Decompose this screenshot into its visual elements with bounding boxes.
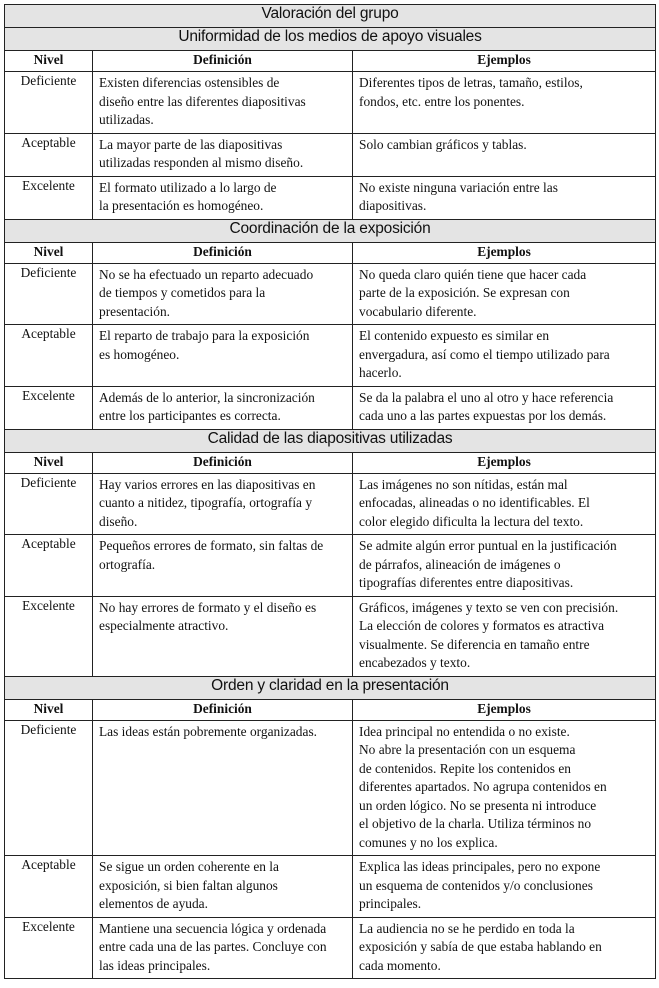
table-row (5, 856, 656, 918)
examples-cell: La audiencia no se he perdido en toda la exposición y sabía de que estaba hablando en cada momento. (353, 917, 656, 979)
definition-cell: La mayor parte de las diapositivas utilizadas responden al mismo diseño. (93, 133, 353, 176)
level-cell: Aceptable (5, 856, 93, 918)
examples-cell: Gráficos, imágenes y texto se ven con precisión. La elección de colores y formatos es atractiva visualmente. Se diferencia en tamaño entre encabezados y texto. (353, 596, 656, 676)
section-title-row (5, 219, 656, 242)
table-row (5, 535, 656, 597)
definition-cell: Se sigue un orden coherente en la exposición, si bien faltan algunos elementos de ayuda. (93, 856, 353, 918)
table-row (5, 133, 656, 176)
column-header-level: Nivel (5, 452, 93, 473)
section-title-row (5, 28, 656, 51)
examples-cell: No queda claro quién tiene que hacer cada parte de la exposición. Se expresan con vocabulario diferente. (353, 263, 656, 325)
definition-cell: Existen diferencias ostensibles de diseño entre las diferentes diapositivas utilizadas. (93, 72, 353, 134)
level-cell: Deficiente (5, 473, 93, 535)
level-cell: Aceptable (5, 535, 93, 597)
column-header-definition: Definición (93, 699, 353, 720)
column-header-definition: Definición (93, 452, 353, 473)
examples-cell: Se da la palabra el uno al otro y hace referencia cada uno a las partes expuestas por los demás. (353, 386, 656, 429)
table-title-row (5, 5, 656, 28)
table-row (5, 917, 656, 979)
examples-cell: Idea principal no entendida o no existe. No abre la presentación con un esquema de contenidos. Repite los contenidos en diferentes apartados. No agrupa contenidos en un orden lógico. No se presenta ni introduce el objetivo de la charla. Utiliza términos no comunes y no los explica. (353, 720, 656, 856)
definition-cell: El reparto de trabajo para la exposición es homogéneo. (93, 325, 353, 387)
table-row (5, 176, 656, 219)
definition-cell: Además de lo anterior, la sincronización entre los participantes es correcta. (93, 386, 353, 429)
level-cell: Deficiente (5, 720, 93, 856)
definition-cell: El formato utilizado a lo largo de la presentación es homogéneo. (93, 176, 353, 219)
examples-cell: Explica las ideas principales, pero no expone un esquema de contenidos y/o conclusiones principales. (353, 856, 656, 918)
column-header-examples: Ejemplos (353, 699, 656, 720)
column-header-definition: Definición (93, 242, 353, 263)
level-cell: Aceptable (5, 133, 93, 176)
level-cell: Excelente (5, 596, 93, 676)
column-header-examples: Ejemplos (353, 51, 656, 72)
level-cell: Deficiente (5, 72, 93, 134)
level-cell: Aceptable (5, 325, 93, 387)
table-row (5, 596, 656, 676)
definition-cell: Pequeños errores de formato, sin faltas de ortografía. (93, 535, 353, 597)
column-header-row (5, 452, 656, 473)
examples-cell: No existe ninguna variación entre las diapositivas. (353, 176, 656, 219)
table-row (5, 72, 656, 134)
examples-cell: Se admite algún error puntual en la justificación de párrafos, alineación de imágenes o tipografías diferentes entre diapositivas. (353, 535, 656, 597)
level-cell: Excelente (5, 386, 93, 429)
rubric-table (4, 4, 656, 979)
examples-cell: Solo cambian gráficos y tablas. (353, 133, 656, 176)
examples-cell: El contenido expuesto es similar en envergadura, así como el tiempo utilizado para hacerlo. (353, 325, 656, 387)
section-title: Coordinación de la exposición (5, 219, 656, 242)
section-title-row (5, 429, 656, 452)
definition-cell: Las ideas están pobremente organizadas. (93, 720, 353, 856)
column-header-level: Nivel (5, 51, 93, 72)
column-header-row (5, 699, 656, 720)
column-header-level: Nivel (5, 242, 93, 263)
table-row (5, 263, 656, 325)
level-cell: Deficiente (5, 263, 93, 325)
table-row (5, 473, 656, 535)
column-header-row (5, 51, 656, 72)
definition-cell: Mantiene una secuencia lógica y ordenada entre cada una de las partes. Concluye con las ideas principales. (93, 917, 353, 979)
column-header-row (5, 242, 656, 263)
definition-cell: No hay errores de formato y el diseño es especialmente atractivo. (93, 596, 353, 676)
column-header-definition: Definición (93, 51, 353, 72)
level-cell: Excelente (5, 917, 93, 979)
section-title: Uniformidad de los medios de apoyo visuales (5, 28, 656, 51)
column-header-level: Nivel (5, 699, 93, 720)
section-title-row (5, 676, 656, 699)
table-title: Valoración del grupo (5, 5, 656, 28)
definition-cell: No se ha efectuado un reparto adecuado de tiempos y cometidos para la presentación. (93, 263, 353, 325)
table-row (5, 720, 656, 856)
examples-cell: Diferentes tipos de letras, tamaño, estilos, fondos, etc. entre los ponentes. (353, 72, 656, 134)
examples-cell: Las imágenes no son nítidas, están mal enfocadas, alineadas o no identificables. El color elegido dificulta la lectura del texto. (353, 473, 656, 535)
table-row (5, 386, 656, 429)
section-title: Orden y claridad en la presentación (5, 676, 656, 699)
level-cell: Excelente (5, 176, 93, 219)
column-header-examples: Ejemplos (353, 242, 656, 263)
table-row (5, 325, 656, 387)
definition-cell: Hay varios errores en las diapositivas en cuanto a nitidez, tipografía, ortografía y diseño. (93, 473, 353, 535)
section-title: Calidad de las diapositivas utilizadas (5, 429, 656, 452)
column-header-examples: Ejemplos (353, 452, 656, 473)
